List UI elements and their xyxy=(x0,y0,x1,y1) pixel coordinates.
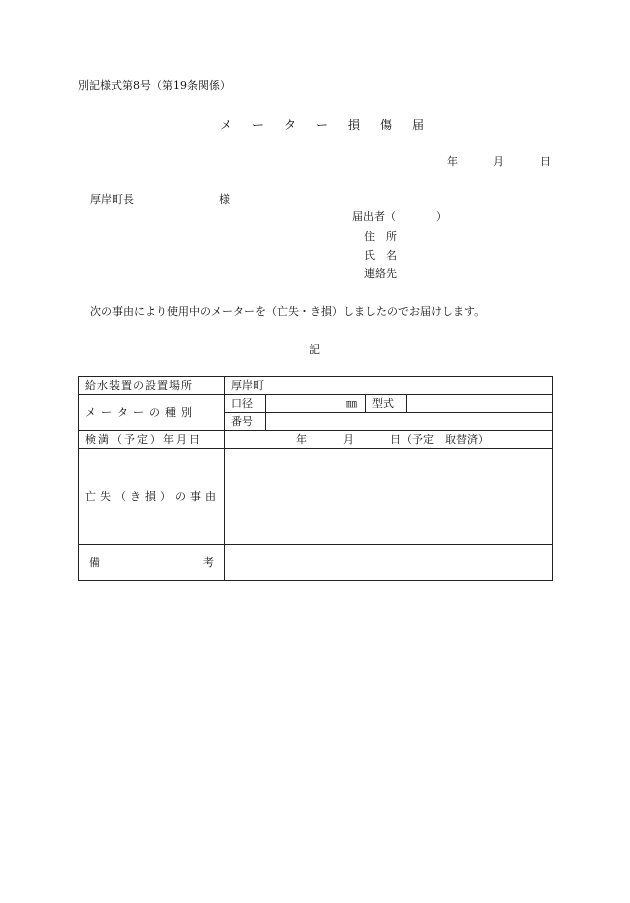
inspection-year: 年 xyxy=(296,433,307,447)
inspection-month: 月 xyxy=(343,433,354,447)
model-label: 型式 xyxy=(366,395,407,413)
reason-value[interactable] xyxy=(225,449,553,544)
row-location xyxy=(79,377,553,395)
page-title: メ ー タ ー 損 傷 届 xyxy=(220,118,429,132)
applicant-contact-label: 連絡先 xyxy=(364,267,397,280)
reason-label: 亡失（き損）の事由 xyxy=(79,449,225,544)
remarks-value[interactable] xyxy=(225,544,553,580)
location-label: 給水装置の設置場所 xyxy=(79,377,225,395)
model-value[interactable] xyxy=(407,395,553,413)
caliber-unit: ㎜ xyxy=(346,397,357,411)
report-table xyxy=(78,376,553,581)
row-remarks xyxy=(79,544,553,580)
number-value[interactable] xyxy=(266,413,553,431)
date-month: 月 xyxy=(493,155,504,168)
applicant-address-label: 住 所 xyxy=(364,230,397,243)
inspection-day-status: 日（予定 取替済） xyxy=(390,433,489,447)
caliber-value[interactable] xyxy=(266,395,366,413)
caliber-label: 口径 xyxy=(225,395,266,413)
remarks-label xyxy=(79,544,225,580)
meter-type-label: メーターの種別 xyxy=(79,395,225,431)
date-year: 年 xyxy=(447,155,458,168)
row-reason xyxy=(79,449,553,544)
statement: 次の事由により使用中のメーターを（亡失・き損）しましたのでお届けします。 xyxy=(90,305,486,318)
date-day: 日 xyxy=(540,155,551,168)
ki-label: 記 xyxy=(309,343,320,356)
remarks-label-2: 考 xyxy=(203,555,214,569)
row-inspection xyxy=(79,431,553,449)
form-number: 別記様式第8号（第19条関係） xyxy=(78,79,231,92)
applicant-name-label: 氏 名 xyxy=(364,249,397,262)
addressee-honorific: 様 xyxy=(219,193,230,206)
remarks-label-1: 備 xyxy=(89,555,100,569)
addressee-name: 厚岸町長 xyxy=(90,193,134,206)
inspection-label: 検満（予定）年月日 xyxy=(79,431,225,449)
applicant-label: 届出者（ xyxy=(352,210,396,223)
applicant-label-close: ） xyxy=(436,210,447,223)
row-meter-caliber xyxy=(79,395,553,413)
number-label: 番号 xyxy=(225,413,266,431)
location-value[interactable]: 厚岸町 xyxy=(225,377,553,395)
inspection-value[interactable] xyxy=(225,431,553,449)
